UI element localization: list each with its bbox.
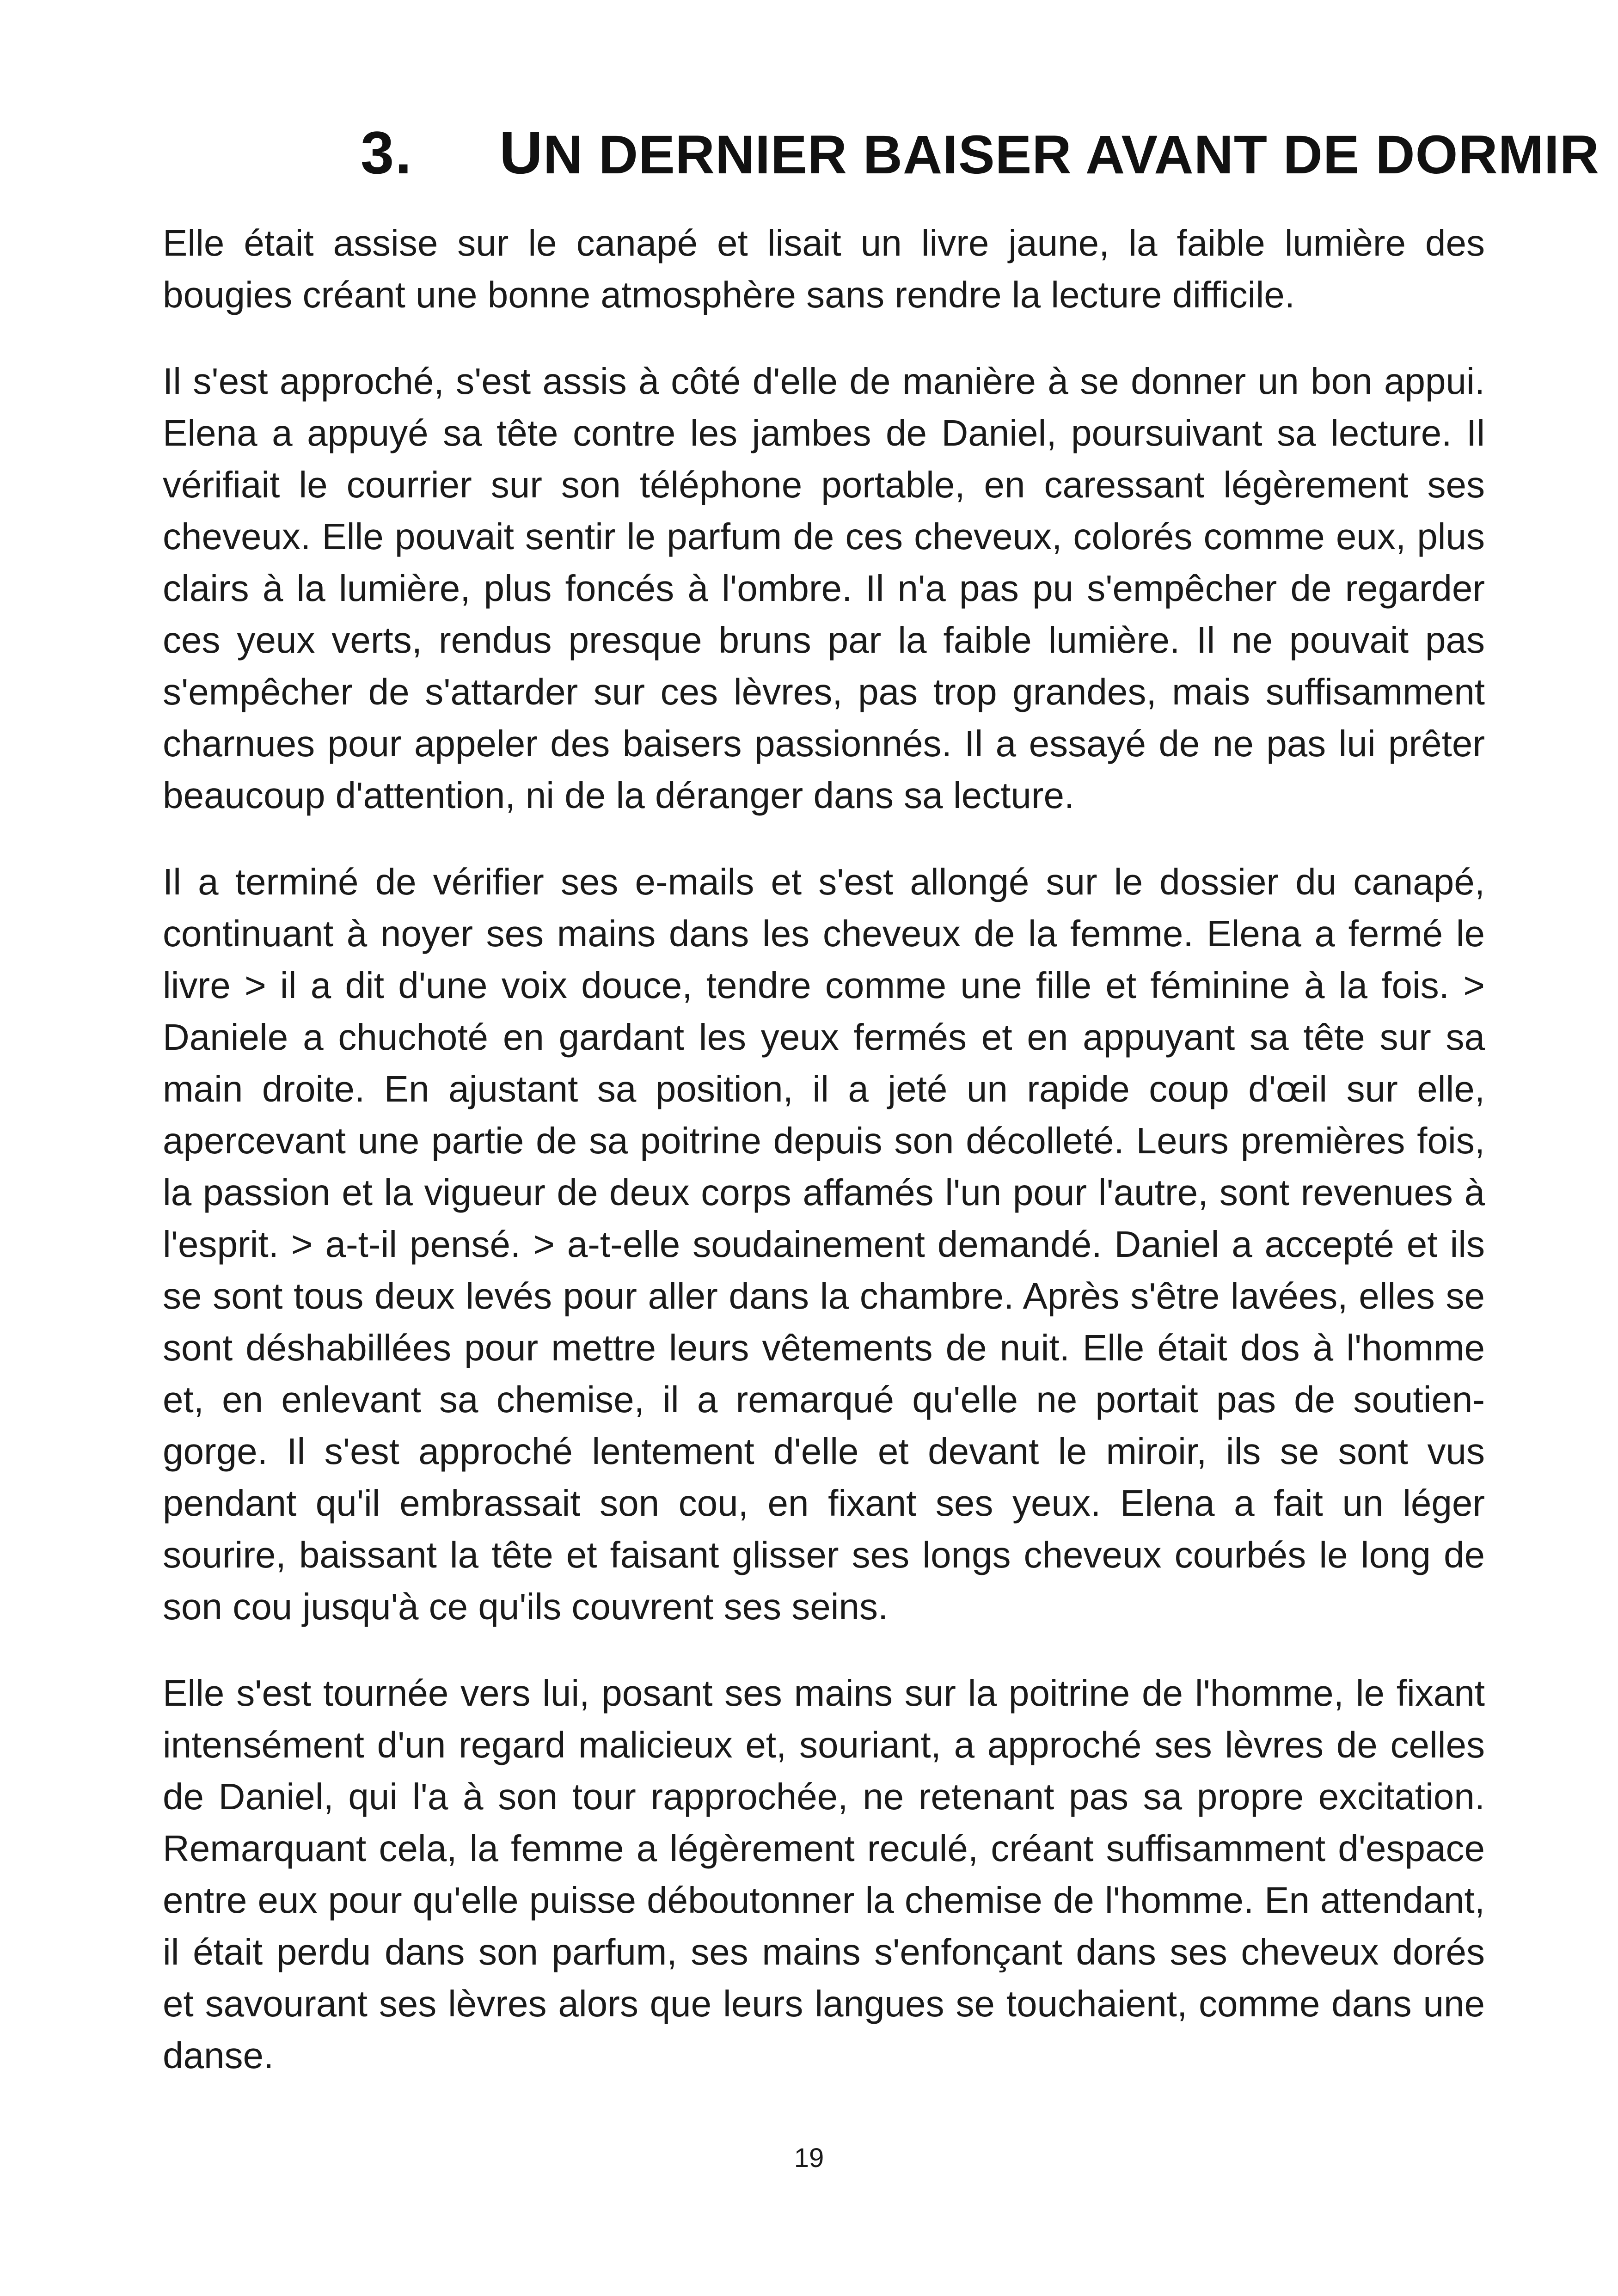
chapter-title — [499, 118, 1600, 187]
paragraph: Il s'est approché, s'est assis à côté d'elle de manière à se donner un bon appui. Elena a appuyé sa tête contre les jambes de Daniel, poursuivant sa lecture. Il vérifiait le courrier sur son téléphone portable, en caressant légèrement ses cheveux. Elle pouvait sentir le parfum de ces cheveux, colorés comme eux, plus clairs à la lumière, plus foncés à l'ombre. Il n'a pas pu s'empêcher de regarder ces yeux verts, rendus presque bruns par la faible lumière. Il ne pouvait pas s'empêcher de s'attarder sur ces lèvres, pas trop grandes, mais suffisamment charnues pour appeler des baisers passionnés. Il a essayé de ne pas lui prêter beaucoup d'attention, ni de la déranger dans sa lecture. — [163, 361, 1485, 816]
chapter-heading — [361, 118, 1600, 187]
chapter-title-rest: N DERNIER BAISER AVANT DE DORMIR — [543, 124, 1600, 185]
chapter-number: 3. — [361, 119, 413, 186]
chapter-title-initial: U — [499, 119, 543, 186]
paragraph: Elle était assise sur le canapé et lisait un livre jaune, la faible lumière des bougies créant une bonne atmosphère sans rendre la lecture difficile. — [163, 222, 1485, 315]
page-number: 19 — [794, 2143, 824, 2173]
paragraph: Il a terminé de vérifier ses e-mails et s'est allongé sur le dossier du canapé, continuant à noyer ses mains dans les cheveux de la femme. Elena a fermé le livre > il a dit d'une voix douce, tendre comme une fille et féminine à la fois. > Daniele a chuchoté en gardant les yeux fermés et en appuyant sa tête sur sa main droite. En ajustant sa position, il a jeté un rapide coup d'œil sur elle, apercevant une partie de sa poitrine depuis son décolleté. Leurs premières fois, la passion et la vigueur de deux corps affamés l'un pour l'autre, sont revenues à l'esprit. > a-t-il pensé. > a-t-elle soudainement demandé. Daniel a accepté et ils se sont tous deux levés pour aller dans la chambre. Après s'être lavées, elles se sont déshabillées pour mettre leurs vêtements de nuit. Elle était dos à l'homme et, en enlevant sa chemise, il a remarqué qu'elle ne portait pas de soutien-gorge. Il s'est approché lentement d'elle et devant le miroir, ils se sont vus pendant qu'il embrassait son cou, en fixant ses yeux. Elena a fait un léger sourire, baissant la tête et faisant glisser ses longs cheveux courbés le long de son cou jusqu'à ce qu'ils couvrent ses seins. — [163, 861, 1485, 1627]
chapter-body — [163, 217, 1485, 2116]
paragraph: Elle s'est tournée vers lui, posant ses mains sur la poitrine de l'homme, le fixant intensément d'un regard malicieux et, souriant, a approché ses lèvres de celles de Daniel, qui l'a à son tour rapprochée, ne retenant pas sa propre excitation. Remarquant cela, la femme a légèrement reculé, créant suffisamment d'espace entre eux pour qu'elle puisse déboutonner la chemise de l'homme. En attendant, il était perdu dans son parfum, ses mains s'enfonçant dans ses cheveux dorés et savourant ses lèvres alors que leurs langues se touchaient, comme dans une danse. — [163, 1672, 1485, 2076]
